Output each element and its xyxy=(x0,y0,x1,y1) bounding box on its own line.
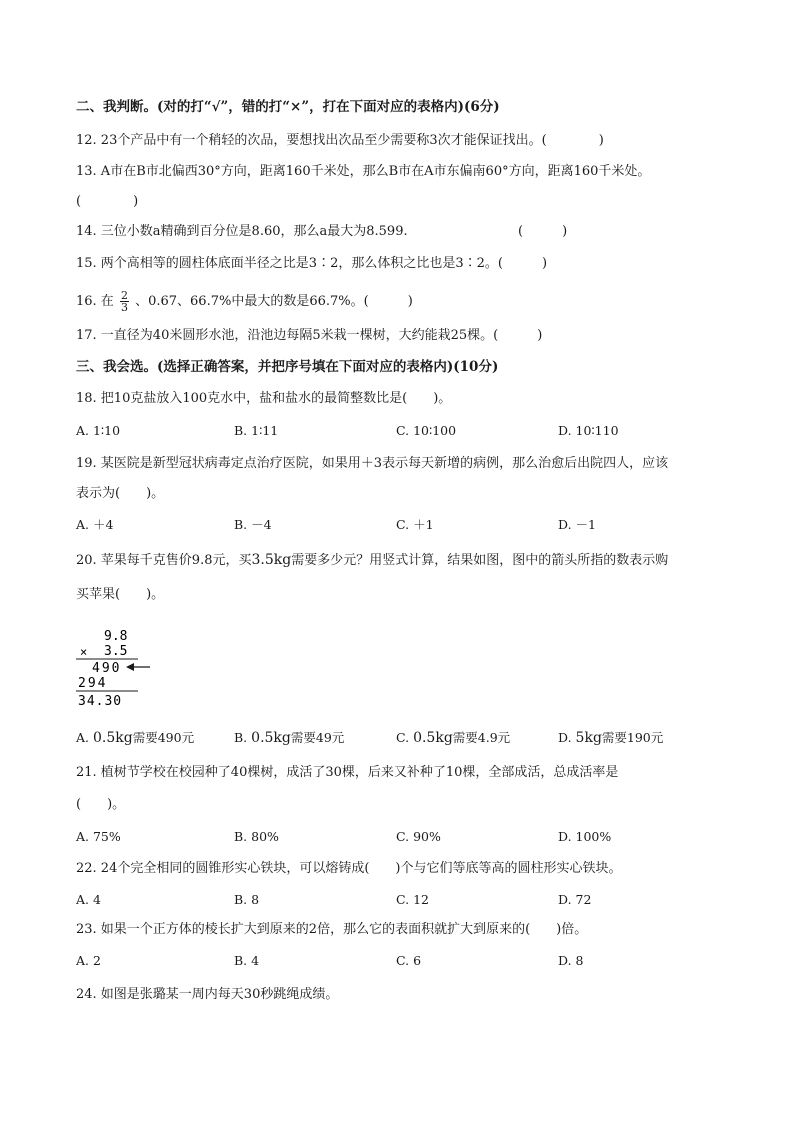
question-16-prefix: 16. 在 xyxy=(76,294,114,309)
question-13-blank: ( ) xyxy=(76,194,139,209)
q20-option-b-label: B. xyxy=(234,730,248,745)
calc-multiplicand: 9.8 xyxy=(104,629,128,644)
q22-option-c: C. 12 xyxy=(396,892,429,907)
arrow-left-icon xyxy=(126,663,134,671)
question-17: 17. 一直径为40米圆形水池，沿池边每隔5米栽一棵树，大约能栽25棵。( ) xyxy=(76,328,543,343)
q19-option-b: B. －4 xyxy=(234,517,272,532)
q18-option-b: B. 1∶11 xyxy=(234,423,279,438)
vertical-multiplication-diagram xyxy=(70,624,190,716)
q20-option-a xyxy=(76,729,194,747)
question-20-suffix: 需要多少元？用竖式计算，结果如图，图中的箭头所指的数表示购 xyxy=(291,553,669,568)
q20-option-c xyxy=(396,729,510,747)
question-15: 15. 两个高相等的圆柱体底面半径之比是3∶2，那么体积之比也是3∶2。( ) xyxy=(76,256,548,271)
q18-option-c: C. 10∶100 xyxy=(396,423,457,438)
q20-option-b-rest: 需要49元 xyxy=(290,730,345,745)
q20-option-c-rest: 需要4.9元 xyxy=(452,730,511,745)
calc-multiplier: 3.5 xyxy=(104,644,128,659)
q20-option-d-label: D. xyxy=(558,730,572,745)
q23-option-a: A. 2 xyxy=(76,953,101,968)
q23-option-c: C. 6 xyxy=(396,953,422,968)
question-12: 12. 23个产品中有一个稍轻的次品，要想找出次品至少需要称3次才能保证找出。( ) xyxy=(76,133,604,148)
q21-option-b: B. 80% xyxy=(234,829,279,844)
q20-option-d-amount: 5kg xyxy=(575,730,602,746)
calc-times-sign: × xyxy=(80,645,88,659)
question-23: 23. 如果一个正方体的棱长扩大到原来的2倍，那么它的表面积就扩大到原来的( )倍。 xyxy=(76,922,588,937)
q20-option-b-amount: 0.5kg xyxy=(251,730,291,746)
q20-option-c-amount: 0.5kg xyxy=(413,730,453,746)
q20-option-c-label: C. xyxy=(396,730,410,745)
q22-option-b: B. 8 xyxy=(234,892,260,907)
question-20-prefix: 20. 苹果每千克售价9.8元，买 xyxy=(76,553,252,568)
question-24: 24. 如图是张璐某一周内每天30秒跳绳成绩。 xyxy=(76,987,339,1002)
fraction-two-thirds xyxy=(120,290,129,313)
q19-option-c: C. ＋1 xyxy=(396,517,434,532)
q20-option-d-rest: 需要190元 xyxy=(601,730,664,745)
q19-option-d: D. －1 xyxy=(558,517,596,532)
q22-option-a: A. 4 xyxy=(76,892,101,907)
section3-heading: 三、我会选。(选择正确答案，并把序号填在下面对应的表格内)(10分) xyxy=(76,359,499,375)
q21-option-d: D. 100% xyxy=(558,829,612,844)
calc-partial-1: 490 xyxy=(92,661,122,676)
question-16-suffix: 、0.67、66.7%中最大的数是66.7%。( ) xyxy=(135,294,413,309)
q21-option-a: A. 75% xyxy=(76,829,121,844)
question-20-line1 xyxy=(76,551,668,570)
question-21-line1: 21. 植树节学校在校园种了40棵树，成活了30棵，后来又补种了10棵，全部成活，总成活率是 xyxy=(76,765,619,780)
q23-option-d: D. 8 xyxy=(558,953,584,968)
question-14-blank: ( ) xyxy=(518,224,568,239)
question-18: 18. 把10克盐放入100克水中，盐和盐水的最简整数比是( )。 xyxy=(76,391,452,406)
q22-option-d: D. 72 xyxy=(558,892,592,907)
fraction-numerator: 2 xyxy=(120,289,128,302)
section2-heading: 二、我判断。(对的打“√”，错的打“×”，打在下面对应的表格内)(6分) xyxy=(76,99,500,115)
q20-option-a-rest: 需要490元 xyxy=(132,730,195,745)
q23-option-b: B. 4 xyxy=(234,953,260,968)
q19-option-a: A. ＋4 xyxy=(76,517,114,532)
question-14: 14. 三位小数a精确到百分位是8.60，那么a最大为8.599. xyxy=(76,224,408,239)
calc-product: 34.30 xyxy=(78,694,123,709)
question-20-line2: 买苹果( )。 xyxy=(76,587,165,602)
q18-option-a: A. 1∶10 xyxy=(76,423,121,438)
question-19-line1: 19. 某医院是新型冠状病毒定点治疗医院，如果用＋3表示每天新增的病例，那么治愈后出院四人，应该 xyxy=(76,456,669,471)
question-19-line2: 表示为( )。 xyxy=(76,486,165,501)
q20-option-b xyxy=(234,729,344,747)
q20-option-a-label: A. xyxy=(76,730,90,745)
q21-option-c: C. 90% xyxy=(396,829,441,844)
question-21-line2: ( )。 xyxy=(76,797,126,812)
fraction-denominator: 3 xyxy=(120,301,128,314)
q18-option-d: D. 10∶110 xyxy=(558,423,619,438)
question-20-unit: 3.5kg xyxy=(251,552,292,568)
q20-option-a-amount: 0.5kg xyxy=(93,730,133,746)
question-22: 22. 24个完全相同的圆锥形实心铁块，可以熔铸成( )个与它们等底等高的圆柱形实心铁块。 xyxy=(76,861,622,876)
calc-partial-2: 294 xyxy=(78,676,108,691)
q20-option-d xyxy=(558,729,663,747)
question-16 xyxy=(76,290,413,313)
question-13: 13. A市在B市北偏西30°方向，距离160千米处，那么B市在A市东偏南60°方向，距离160千米处。 xyxy=(76,164,651,179)
